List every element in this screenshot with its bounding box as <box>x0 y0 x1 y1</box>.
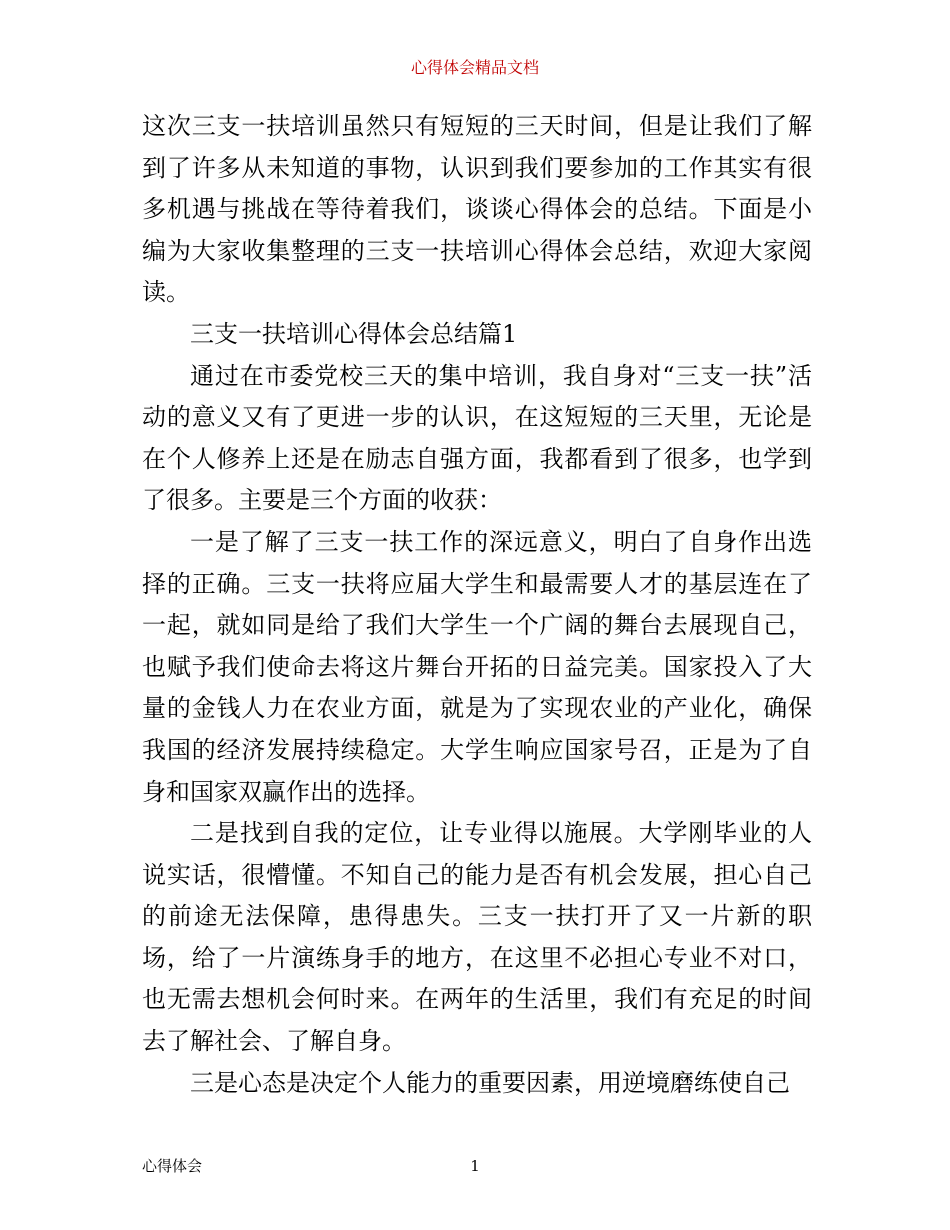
page-header-title: 心得体会精品文档 <box>410 58 539 77</box>
body-paragraph: 三是心态是决定个人能力的重要因素，用逆境磨练使自己 <box>190 1068 790 1097</box>
page-footer-label: 心得体会 <box>142 1157 203 1175</box>
body-paragraph: 通过在市委党校三天的集中培训，我自身对“三支一扶”活动的意义又有了更进一步的认识，在这短短的三天里，无论是在个人修养上还是在励志自强方面，我都看到了很多，也学到了很多。主要是三个方面的收获： <box>142 361 812 515</box>
intro-paragraph: 这次三支一扶培训虽然只有短短的三天时间，但是让我们了解到了许多从未知道的事物，认识到我们要参加的工作其实有很多机遇与挑战在等待着我们，谈谈心得体会的总结。下面是小编为大家收集整理的三支一扶培训心得体会总结，欢迎大家阅读。 <box>142 112 812 307</box>
section-heading: 三支一扶培训心得体会总结篇1 <box>190 319 518 348</box>
page-number: 1 <box>470 1157 480 1175</box>
document-body <box>142 106 812 1104</box>
body-paragraph: 二是找到自我的定位，让专业得以施展。大学刚毕业的人说实话，很懵懂。不知自己的能力是否有机会发展，担心自己的前途无法保障，患得患失。三支一扶打开了又一片新的职场，给了一片演练身手的地方，在这里不必担心专业不对口，也无需去想机会何时来。在两年的生活里，我们有充足的时间去了解社会、了解自身。 <box>142 819 812 1056</box>
body-paragraph: 一是了解了三支一扶工作的深远意义，明白了自身作出选择的正确。三支一扶将应届大学生和最需要人才的基层连在了一起，就如同是给了我们大学生一个广阔的舞台去展现自己，也赋予我们使命去将这片舞台开拓的日益完美。国家投入了大量的金钱人力在农业方面，就是为了实现农业的产业化，确保我国的经济发展持续稳定。大学生响应国家号召，正是为了自身和国家双赢作出的选择。 <box>142 527 812 806</box>
